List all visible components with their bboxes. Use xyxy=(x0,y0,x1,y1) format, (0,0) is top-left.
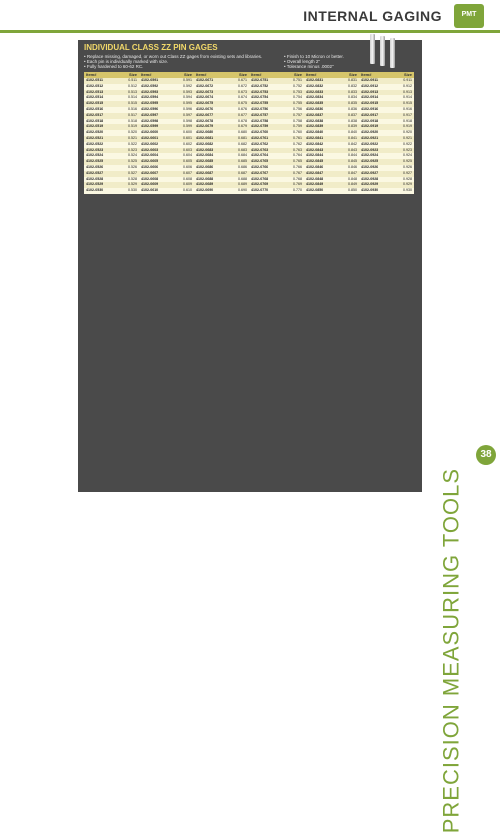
page-number: 38 xyxy=(476,445,496,465)
item-number: 4102-0768 xyxy=(251,176,269,181)
item-number: 4102-0850 xyxy=(306,188,324,193)
item-number: 4102-0679 xyxy=(196,124,214,129)
column-header-size: Size xyxy=(128,72,137,77)
item-number: 4102-0607 xyxy=(141,170,159,175)
pin-gage-table xyxy=(84,72,416,480)
pin-size: 0.840 xyxy=(348,130,357,135)
item-number: 4102-0599 xyxy=(141,124,159,129)
table-column xyxy=(249,72,304,480)
bullet-item: • Each pin is individually marked with size. xyxy=(84,59,169,64)
item-number: 4102-0834 xyxy=(306,95,324,100)
pin-size: 0.512 xyxy=(128,83,137,88)
bullet-item: • Finish to 10 Micron or better. xyxy=(284,54,344,59)
pin-size: 0.525 xyxy=(128,159,137,164)
item-number: 4102-0753 xyxy=(251,89,269,94)
pin-size: 0.848 xyxy=(348,176,357,181)
item-number: 4102-0514 xyxy=(86,95,104,100)
item-number: 4102-0930 xyxy=(361,188,379,193)
item-number: 4102-0914 xyxy=(361,95,379,100)
pin-size: 0.838 xyxy=(348,118,357,123)
item-number: 4102-0925 xyxy=(361,159,379,164)
pin-size: 0.920 xyxy=(403,130,412,135)
pin-size: 0.671 xyxy=(238,78,247,82)
item-number: 4102-0687 xyxy=(196,170,214,175)
pin-size: 0.602 xyxy=(183,141,192,146)
pin-size: 0.757 xyxy=(293,112,302,117)
item-number: 4102-0913 xyxy=(361,89,379,94)
pin-size: 0.762 xyxy=(293,141,302,146)
item-number: 4102-0680 xyxy=(196,130,214,135)
item-number: 4102-0836 xyxy=(306,106,324,111)
pin-size: 0.927 xyxy=(403,170,412,175)
pin-size: 0.680 xyxy=(238,130,247,135)
pin-size: 0.681 xyxy=(238,135,247,140)
item-number: 4102-0842 xyxy=(306,141,324,146)
table-column xyxy=(359,72,414,480)
table-row xyxy=(359,188,414,194)
item-number: 4102-0765 xyxy=(251,159,269,164)
pin-size: 0.832 xyxy=(348,83,357,88)
pin-size: 0.849 xyxy=(348,182,357,187)
item-number: 4102-0838 xyxy=(306,118,324,123)
item-number: 4102-0919 xyxy=(361,124,379,129)
table-row xyxy=(139,188,194,194)
item-number: 4102-0848 xyxy=(306,176,324,181)
header-bar xyxy=(0,0,500,34)
item-number: 4102-0593 xyxy=(141,89,159,94)
pin-size: 0.752 xyxy=(293,83,302,88)
pin-size: 0.833 xyxy=(348,89,357,94)
item-number: 4102-0845 xyxy=(306,159,324,164)
item-number: 4102-0603 xyxy=(141,147,159,152)
pin-size: 0.763 xyxy=(293,147,302,152)
pin-size: 0.846 xyxy=(348,164,357,169)
item-number: 4102-0526 xyxy=(86,164,104,169)
pin-size: 0.599 xyxy=(183,124,192,129)
pin-size: 0.928 xyxy=(403,176,412,181)
pin-size: 0.769 xyxy=(293,182,302,187)
item-number: 4102-0920 xyxy=(361,130,379,135)
pin-size: 0.595 xyxy=(183,101,192,106)
pin-size: 0.916 xyxy=(403,106,412,111)
item-number: 4102-0760 xyxy=(251,130,269,135)
pin-size: 0.751 xyxy=(293,78,302,82)
item-number: 4102-0681 xyxy=(196,135,214,140)
pin-size: 0.677 xyxy=(238,112,247,117)
table-row xyxy=(194,188,249,194)
item-number: 4102-0929 xyxy=(361,182,379,187)
item-number: 4102-0597 xyxy=(141,112,159,117)
pin-size: 0.836 xyxy=(348,106,357,111)
pin-size: 0.765 xyxy=(293,159,302,164)
item-number: 4102-0512 xyxy=(86,83,104,88)
item-number: 4102-0916 xyxy=(361,106,379,111)
item-number: 4102-0678 xyxy=(196,118,214,123)
column-header-item: Item# xyxy=(361,72,372,77)
item-number: 4102-0527 xyxy=(86,170,104,175)
item-number: 4102-0767 xyxy=(251,170,269,175)
pin-size: 0.847 xyxy=(348,170,357,175)
column-header-item: Item# xyxy=(141,72,152,77)
pin-size: 0.922 xyxy=(403,141,412,146)
pin-size: 0.921 xyxy=(403,135,412,140)
item-number: 4102-0915 xyxy=(361,101,379,106)
item-number: 4102-0763 xyxy=(251,147,269,152)
item-number: 4102-0832 xyxy=(306,83,324,88)
item-number: 4102-0923 xyxy=(361,147,379,152)
pin-size: 0.591 xyxy=(183,78,192,82)
pin-size: 0.518 xyxy=(128,118,137,123)
pin-size: 0.844 xyxy=(348,153,357,158)
section-title: INDIVIDUAL CLASS ZZ PIN GAGES xyxy=(84,43,218,52)
table-row xyxy=(304,188,359,194)
item-number: 4102-0598 xyxy=(141,118,159,123)
table-column xyxy=(139,72,194,480)
item-number: 4102-0524 xyxy=(86,153,104,158)
item-number: 4102-0521 xyxy=(86,135,104,140)
item-number: 4102-0769 xyxy=(251,182,269,187)
pin-size: 0.919 xyxy=(403,124,412,129)
item-number: 4102-0762 xyxy=(251,141,269,146)
brand-logo-text: PMT xyxy=(461,11,477,18)
pin-size: 0.521 xyxy=(128,135,137,140)
item-number: 4102-0918 xyxy=(361,118,379,123)
item-number: 4102-0518 xyxy=(86,118,104,123)
item-number: 4102-0844 xyxy=(306,153,324,158)
item-number: 4102-0511 xyxy=(86,78,103,82)
item-number: 4102-0690 xyxy=(196,188,214,193)
item-number: 4102-0592 xyxy=(141,83,159,88)
pin-size: 0.839 xyxy=(348,124,357,129)
column-header-item: Item# xyxy=(251,72,262,77)
pin-size: 0.912 xyxy=(403,83,412,88)
table-column xyxy=(194,72,249,480)
pin-size: 0.606 xyxy=(183,164,192,169)
pin-size: 0.676 xyxy=(238,106,247,111)
item-number: 4102-0752 xyxy=(251,83,269,88)
pin-size: 0.524 xyxy=(128,153,137,158)
pin-size: 0.678 xyxy=(238,118,247,123)
pin-size: 0.592 xyxy=(183,83,192,88)
pin-size: 0.930 xyxy=(403,188,412,193)
item-number: 4102-0766 xyxy=(251,164,269,169)
pin-size: 0.766 xyxy=(293,164,302,169)
item-number: 4102-0601 xyxy=(141,135,159,140)
item-number: 4102-0921 xyxy=(361,135,379,140)
pin-size: 0.913 xyxy=(403,89,412,94)
item-number: 4102-0835 xyxy=(306,101,324,106)
item-number: 4102-0530 xyxy=(86,188,104,193)
pin-size: 0.761 xyxy=(293,135,302,140)
table-row xyxy=(84,188,139,194)
pin-size: 0.530 xyxy=(128,188,137,193)
item-number: 4102-0522 xyxy=(86,141,104,146)
item-number: 4102-0846 xyxy=(306,164,324,169)
item-number: 4102-0843 xyxy=(306,147,324,152)
pin-size: 0.610 xyxy=(183,188,192,193)
pin-size: 0.831 xyxy=(348,78,357,82)
vertical-brand-title: PRECISION MEASURING TOOLS xyxy=(438,468,463,833)
pin-size: 0.674 xyxy=(238,95,247,100)
pin-size: 0.926 xyxy=(403,164,412,169)
pin-size: 0.515 xyxy=(128,101,137,106)
pin-size: 0.596 xyxy=(183,106,192,111)
item-number: 4102-0840 xyxy=(306,130,324,135)
item-number: 4102-0513 xyxy=(86,89,104,94)
pin-size: 0.682 xyxy=(238,141,247,146)
column-header-size: Size xyxy=(348,72,357,77)
pin-size: 0.514 xyxy=(128,95,137,100)
pin-size: 0.753 xyxy=(293,89,302,94)
item-number: 4102-0604 xyxy=(141,153,159,158)
item-number: 4102-0831 xyxy=(306,78,324,82)
item-number: 4102-0917 xyxy=(361,112,379,117)
pin-size: 0.929 xyxy=(403,182,412,187)
pin-size: 0.517 xyxy=(128,112,137,117)
item-number: 4102-0761 xyxy=(251,135,269,140)
item-number: 4102-0677 xyxy=(196,112,214,117)
item-number: 4102-0684 xyxy=(196,153,214,158)
pin-size: 0.529 xyxy=(128,182,137,187)
item-number: 4102-0610 xyxy=(141,188,159,193)
pin-size: 0.924 xyxy=(403,153,412,158)
item-number: 4102-0671 xyxy=(196,78,214,82)
header-divider xyxy=(0,30,500,33)
item-number: 4102-0928 xyxy=(361,176,379,181)
pin-size: 0.758 xyxy=(293,118,302,123)
item-number: 4102-0516 xyxy=(86,106,104,111)
pin-size: 0.520 xyxy=(128,130,137,135)
table-column xyxy=(304,72,359,480)
page-title: INTERNAL GAGING xyxy=(303,8,442,24)
pin-size: 0.690 xyxy=(238,188,247,193)
pin-size: 0.770 xyxy=(293,188,302,193)
bullet-item: • Replace missing, damaged, or worn out Class ZZ gages from existing sets and libraries. xyxy=(84,54,263,59)
item-number: 4102-0754 xyxy=(251,95,269,100)
pin-size: 0.756 xyxy=(293,106,302,111)
item-number: 4102-0759 xyxy=(251,124,269,129)
item-number: 4102-0595 xyxy=(141,101,159,106)
item-number: 4102-0674 xyxy=(196,95,214,100)
pin-size: 0.594 xyxy=(183,95,192,100)
pin-size: 0.767 xyxy=(293,170,302,175)
item-number: 4102-0596 xyxy=(141,106,159,111)
item-number: 4102-0924 xyxy=(361,153,379,158)
item-number: 4102-0605 xyxy=(141,159,159,164)
item-number: 4102-0847 xyxy=(306,170,324,175)
item-number: 4102-0912 xyxy=(361,83,379,88)
pin-size: 0.684 xyxy=(238,153,247,158)
pin-size: 0.688 xyxy=(238,176,247,181)
item-number: 4102-0686 xyxy=(196,164,214,169)
item-number: 4102-0682 xyxy=(196,141,214,146)
item-number: 4102-0517 xyxy=(86,112,104,117)
item-number: 4102-0683 xyxy=(196,147,214,152)
feature-bullets xyxy=(84,54,414,70)
pin-size: 0.850 xyxy=(348,188,357,193)
column-header-item: Item# xyxy=(306,72,317,77)
pin-size: 0.605 xyxy=(183,159,192,164)
pin-size: 0.683 xyxy=(238,147,247,152)
pin-size: 0.526 xyxy=(128,164,137,169)
pin-size: 0.603 xyxy=(183,147,192,152)
pin-size: 0.523 xyxy=(128,147,137,152)
pin-size: 0.511 xyxy=(128,78,137,82)
item-number: 4102-0673 xyxy=(196,89,214,94)
item-number: 4102-0927 xyxy=(361,170,379,175)
item-number: 4102-0515 xyxy=(86,101,104,106)
pin-size: 0.601 xyxy=(183,135,192,140)
item-number: 4102-0606 xyxy=(141,164,159,169)
pin-size: 0.914 xyxy=(403,95,412,100)
pin-size: 0.759 xyxy=(293,124,302,129)
pin-size: 0.911 xyxy=(403,78,412,82)
item-number: 4102-0609 xyxy=(141,182,159,187)
pin-size: 0.609 xyxy=(183,182,192,187)
pin-size: 0.755 xyxy=(293,101,302,106)
pin-size: 0.528 xyxy=(128,176,137,181)
item-number: 4102-0523 xyxy=(86,147,104,152)
column-header-size: Size xyxy=(238,72,247,77)
pin-size: 0.685 xyxy=(238,159,247,164)
bullet-item: • Fully hardened to 60-62 RC. xyxy=(84,64,144,69)
pin-size: 0.598 xyxy=(183,118,192,123)
item-number: 4102-0608 xyxy=(141,176,159,181)
item-number: 4102-0675 xyxy=(196,101,214,106)
item-number: 4102-0602 xyxy=(141,141,159,146)
pin-size: 0.841 xyxy=(348,135,357,140)
column-header-size: Size xyxy=(183,72,192,77)
item-number: 4102-0591 xyxy=(141,78,159,82)
item-number: 4102-0525 xyxy=(86,159,104,164)
pin-size: 0.679 xyxy=(238,124,247,129)
pin-size: 0.593 xyxy=(183,89,192,94)
pin-size: 0.516 xyxy=(128,106,137,111)
pin-size: 0.519 xyxy=(128,124,137,129)
column-header-item: Item# xyxy=(196,72,207,77)
pin-size: 0.834 xyxy=(348,95,357,100)
item-number: 4102-0839 xyxy=(306,124,324,129)
item-number: 4102-0520 xyxy=(86,130,104,135)
item-number: 4102-0751 xyxy=(251,78,269,82)
item-number: 4102-0926 xyxy=(361,164,379,169)
item-number: 4102-0841 xyxy=(306,135,324,140)
pin-size: 0.675 xyxy=(238,101,247,106)
item-number: 4102-0755 xyxy=(251,101,269,106)
item-number: 4102-0688 xyxy=(196,176,214,181)
pin-size: 0.760 xyxy=(293,130,302,135)
item-number: 4102-0672 xyxy=(196,83,214,88)
item-number: 4102-0676 xyxy=(196,106,214,111)
pin-size: 0.842 xyxy=(348,141,357,146)
pin-size: 0.689 xyxy=(238,182,247,187)
pin-size: 0.835 xyxy=(348,101,357,106)
item-number: 4102-0689 xyxy=(196,182,214,187)
pin-size: 0.923 xyxy=(403,147,412,152)
pin-size: 0.686 xyxy=(238,164,247,169)
pin-size: 0.687 xyxy=(238,170,247,175)
column-header-size: Size xyxy=(403,72,412,77)
pin-size: 0.607 xyxy=(183,170,192,175)
pin-size: 0.915 xyxy=(403,101,412,106)
pin-size: 0.918 xyxy=(403,118,412,123)
pin-size: 0.843 xyxy=(348,147,357,152)
pin-size: 0.600 xyxy=(183,130,192,135)
pin-size: 0.754 xyxy=(293,95,302,100)
item-number: 4102-0600 xyxy=(141,130,159,135)
item-number: 4102-0528 xyxy=(86,176,104,181)
item-number: 4102-0756 xyxy=(251,106,269,111)
pin-size: 0.513 xyxy=(128,89,137,94)
pin-size: 0.522 xyxy=(128,141,137,146)
pin-size: 0.597 xyxy=(183,112,192,117)
pin-size: 0.673 xyxy=(238,89,247,94)
column-header-item: Item# xyxy=(86,72,97,77)
item-number: 4102-0922 xyxy=(361,141,379,146)
item-number: 4102-0833 xyxy=(306,89,324,94)
bullet-item: • Tolerance minus .0002" xyxy=(284,64,334,69)
item-number: 4102-0911 xyxy=(361,78,378,82)
pin-size: 0.768 xyxy=(293,176,302,181)
pin-size: 0.925 xyxy=(403,159,412,164)
item-number: 4102-0529 xyxy=(86,182,104,187)
item-number: 4102-0685 xyxy=(196,159,214,164)
pin-size: 0.837 xyxy=(348,112,357,117)
pin-size: 0.917 xyxy=(403,112,412,117)
bullet-item: • Overall length 2" xyxy=(284,59,320,64)
item-number: 4102-0837 xyxy=(306,112,324,117)
item-number: 4102-0757 xyxy=(251,112,269,117)
pin-size: 0.764 xyxy=(293,153,302,158)
pin-size: 0.845 xyxy=(348,159,357,164)
item-number: 4102-0849 xyxy=(306,182,324,187)
item-number: 4102-0519 xyxy=(86,124,104,129)
item-number: 4102-0594 xyxy=(141,95,159,100)
pin-size: 0.608 xyxy=(183,176,192,181)
item-number: 4102-0770 xyxy=(251,188,269,193)
column-header-size: Size xyxy=(293,72,302,77)
item-number: 4102-0758 xyxy=(251,118,269,123)
table-column xyxy=(84,72,139,480)
pin-size: 0.604 xyxy=(183,153,192,158)
item-number: 4102-0764 xyxy=(251,153,269,158)
pin-size: 0.527 xyxy=(128,170,137,175)
table-row xyxy=(249,188,304,194)
pin-size: 0.672 xyxy=(238,83,247,88)
